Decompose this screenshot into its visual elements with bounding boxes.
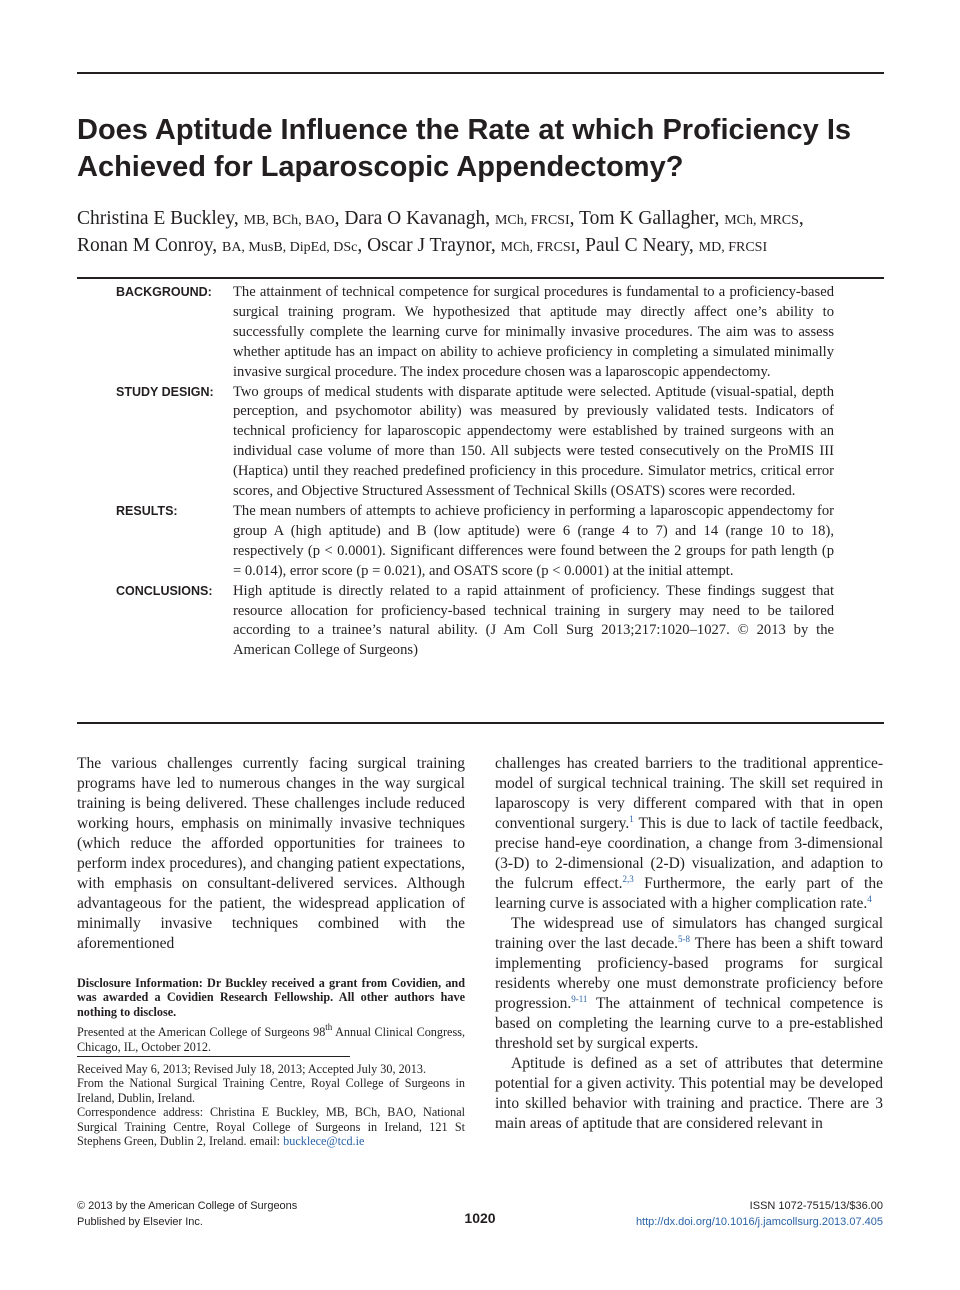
author-name: Dara O Kavanagh — [344, 208, 486, 229]
footnotes-disclosure — [77, 976, 465, 1054]
body-paragraph: The various challenges currently facing surgical training programs have led to numerous changes in the way surgical training is being delivered. These challenges include reduced working hours, emphasis on minimally invasive techniques (which reduce the afforded opportunities for trainees to perform index procedures), and changing patient expectations, with emphasis on consultant-delivered services. Although advantageous for the patient, the widespread application of minimally invasive techniques combined with the aforementioned — [77, 755, 465, 952]
abstract — [116, 283, 834, 661]
author: Christina E Buckley, MB, BCh, BAO, — [77, 208, 340, 229]
top-rule — [77, 72, 884, 74]
author-list — [77, 206, 884, 260]
email-link[interactable]: bucklece@tcd.ie — [283, 1134, 365, 1149]
author-degrees: BA, MusB, DipEd, DSc — [221, 240, 358, 255]
abstract-bottom-rule — [77, 722, 884, 724]
footer-publisher: Published by Elsevier Inc. — [77, 1216, 203, 1228]
author-separator: , — [357, 235, 363, 256]
abstract-background — [116, 283, 834, 383]
author-degrees: MB, BCh, BAO — [243, 213, 335, 228]
body-column-right — [495, 754, 883, 1134]
abstract-study-design — [116, 383, 834, 502]
abstract-label: STUDY DESIGN: — [116, 384, 214, 399]
footer-right — [636, 1198, 883, 1230]
reference-link[interactable]: 9-11 — [571, 994, 588, 1004]
abstract-label: CONCLUSIONS: — [116, 583, 213, 598]
reference-link[interactable]: 2,3 — [622, 874, 634, 884]
author: Oscar J Traynor, MCh, FRCSI, — [367, 235, 581, 256]
abstract-label: BACKGROUND: — [116, 285, 212, 299]
abstract-conclusions — [116, 582, 834, 662]
doi-link[interactable]: http://dx.doi.org/10.1016/j.jamcollsurg.2013.07.405 — [635, 1216, 883, 1228]
author-separator: , — [798, 208, 804, 229]
body-paragraph: The widespread use of simulators has changed surgical training over the last decade.$^{5-8}$ There has been a shift toward implementing proficiency-based programs for surgical residents whereby one must demonstrate proficiency before progression.$^{9-11}$ The attainment of technical competence is based on completing the learning curve to a pre-established threshold set by surgical experts. — [495, 915, 884, 1052]
author: Paul C Neary, MD, FRCSI — [585, 235, 768, 256]
author-separator: , — [334, 208, 340, 229]
body-paragraph: Aptitude is defined as a set of attributes that determine potential for a given activity. This potential may be developed into skilled behavior with training and practice. There are 3 main areas of aptitude that are considered relevant in — [495, 1055, 883, 1132]
footer-left — [77, 1198, 297, 1230]
abstract-text: Two groups of medical students with disparate aptitude were selected. Aptitude (visual-spatial, depth perception, and psychomotor ability) was measured by previously validated tests. Indicators of technical proficiency for laparoscopic appendectomy were established by trained surgeons with an individual case volume of more than 150. All subjects were tested consecutively on the ProMIS III (Haptica) until they reached predefined proficiency in this procedure. Simulator metrics, critical error scores, and Objective Structured Assessment of Technical Skills (OSATS) scores were recorded. — [233, 383, 834, 500]
author: Dara O Kavanagh, MCh, FRCSI, — [344, 208, 575, 229]
body-paragraph: challenges has created barriers to the traditional apprentice-model of surgical technical training. The skill set required in laparoscopy is very different compared with that in open conventional surgery.$^1$ This is due to lack of tactile feedback, precise hand-eye coordination, a change from 3-dimensional (3-D) to 2-dimensional (2-D) visualization, and adaption to the fulcrum effect.$^{2,3}$ Furthermore, the early part of the learning curve is associated with a higher complication rate.$^4$ — [495, 755, 883, 912]
author-degrees: MCh, MRCS — [724, 213, 799, 228]
reference-link[interactable]: 4 — [867, 894, 872, 904]
received-note: Received May 6, 2013; Revised July 18, 2013; Accepted July 30, 2013. — [77, 1062, 426, 1076]
author-name: Christina E Buckley — [77, 208, 234, 229]
presented-note: Presented at the American College of Surgeons 98th Annual Clinical Congress, Chicago, IL, October 2012. — [77, 1022, 465, 1054]
abstract-label: RESULTS: — [116, 503, 178, 518]
author-name: Oscar J Traynor — [367, 235, 491, 256]
author-degrees: MCh, FRCSI — [494, 213, 570, 228]
reference-link[interactable]: 5-8 — [677, 934, 690, 944]
correspondence-note: Correspondence address: Christina E Buckley, MB, BCh, BAO, National Surgical Training Centre, Royal College of Surgeons in Ireland, 121 St Stephens Green, Dublin 2, Ireland. email: bucklece@tcd.ie — [77, 1105, 465, 1149]
author: Tom K Gallagher, MCh, MRCS, — [579, 208, 804, 229]
affiliation-note: From the National Surgical Training Centre, Royal College of Surgeons in Ireland, Dublin, Ireland. — [77, 1076, 465, 1105]
body-column-left — [77, 754, 465, 954]
abstract-text: The attainment of technical competence for surgical procedures is fundamental to a proficiency-based surgical training program. We hypothesized that aptitude may directly affect one’s ability to successfully complete the learning curve for minimally invasive procedures. The aim was to assess whether aptitude has an impact on ability to achieve proficiency in completing a simulated minimally invasive surgical procedure. The index procedure chosen was a laparoscopic appendectomy. — [233, 284, 834, 380]
abstract-text: High aptitude is directly related to a rapid attainment of proficiency. These findings suggest that resource allocation for proficiency-based technical training in surgery may need to be tailored according to a trainee’s natural ability. (J Am Coll Surg 2013;217:1020–1027. © 2013 by the American College of Surgeons) — [233, 582, 834, 659]
page-number: 1020 — [464, 1210, 496, 1226]
author-name: Tom K Gallagher — [579, 208, 715, 229]
author: Ronan M Conroy, BA, MusB, DipEd, DSc, — [77, 235, 363, 256]
author-degrees: MD, FRCSI — [698, 240, 768, 255]
abstract-results — [116, 502, 834, 582]
footnotes-article-info — [77, 1062, 465, 1148]
author-degrees: MCh, FRCSI — [500, 240, 576, 255]
reference-link[interactable]: 1 — [629, 814, 634, 824]
superscript: th — [325, 1022, 333, 1033]
author-separator: , — [569, 208, 575, 229]
abstract-text: The mean numbers of attempts to achieve proficiency in performing a laparoscopic appendectomy for group A (high aptitude) and B (low aptitude) were 6 (range 4 to 7) and 14 (range 10 to 18), respectively (p < 0.0001). Significant differences were found between the 2 groups for path length (p = 0.014), error score (p = 0.021), and OSATS score (p < 0.0001) at the initial attempt. — [233, 502, 834, 579]
footer-issn: ISSN 1072-7515/13/$36.00 — [749, 1200, 883, 1212]
author-name: Paul C Neary — [585, 235, 689, 256]
article-title: Does Aptitude Influence the Rate at which Proficiency Is Achieved for Laparoscopic Appendectomy? — [77, 114, 852, 183]
footer-copyright: © 2013 by the American College of Surgeons — [77, 1200, 298, 1212]
author-name: Ronan M Conroy — [77, 235, 213, 256]
notes-divider — [77, 1056, 350, 1057]
abstract-top-rule — [77, 277, 884, 279]
disclosure-note: Disclosure Information: Dr Buckley received a grant from Covidien, and was awarded a Covidien Research Fellowship. All other authors have nothing to disclose. — [77, 976, 465, 1019]
author-separator: , — [575, 235, 581, 256]
